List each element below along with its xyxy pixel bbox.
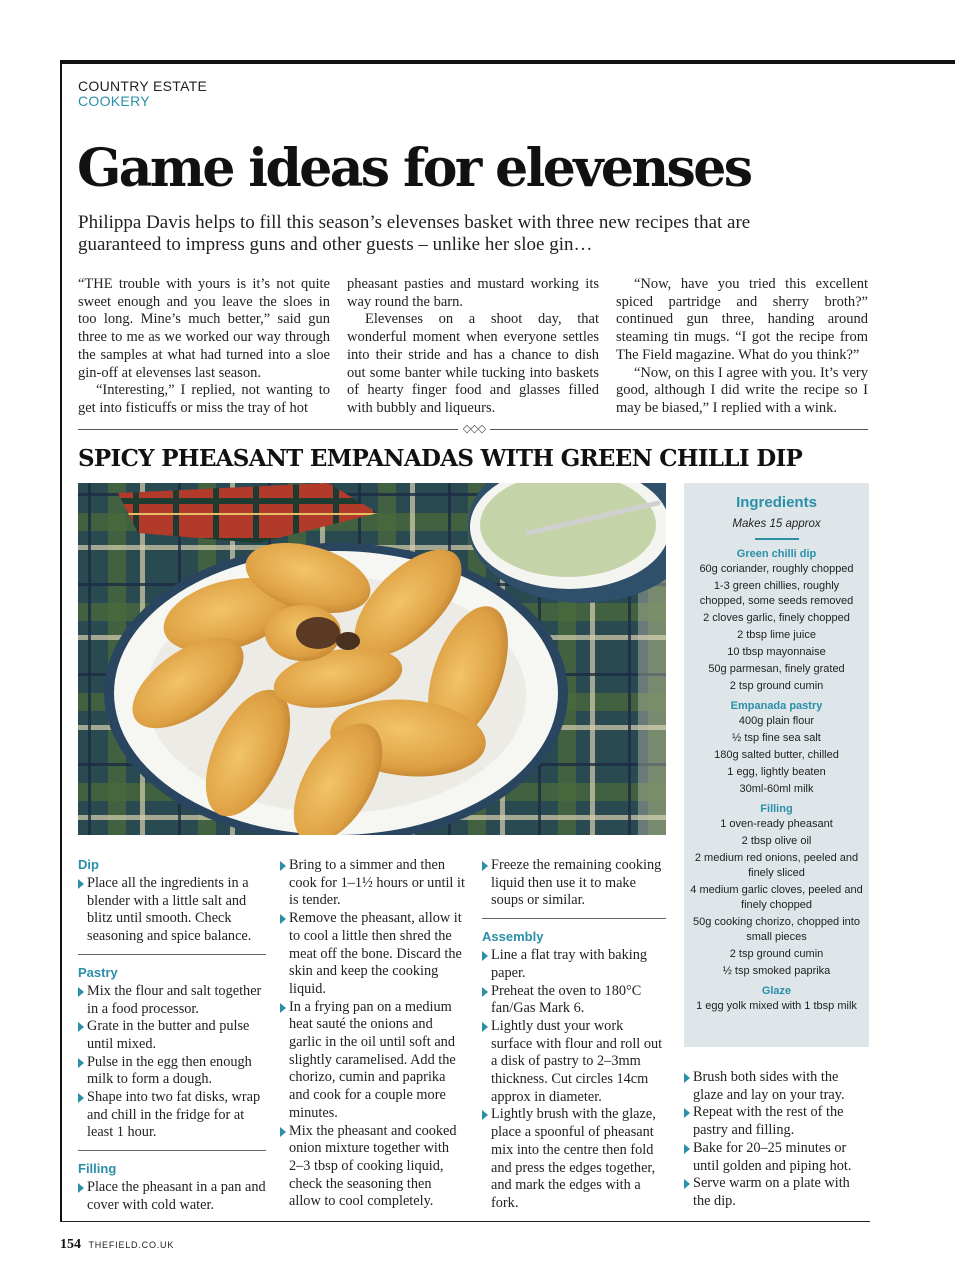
ingredient-item: ½ tsp fine sea salt (732, 732, 821, 744)
bullet-triangle-icon (280, 914, 286, 924)
bullet-triangle-icon (280, 1003, 286, 1013)
recipe-title: SPICY PHEASANT EMPANADAS WITH GREEN CHILLI DIP (78, 445, 803, 472)
ingredient-item: 50g parmesan, finely grated (708, 663, 845, 675)
yield-note: Makes 15 approx (732, 518, 821, 530)
method-column-3 (482, 857, 666, 1213)
method-rule (78, 1150, 266, 1151)
method-step: In a frying pan on a medium heat sauté the onions and garlic in the oil until soft and slightly caramelised. Add the chorizo, cumin and paprika and cook for a couple more minutes. (280, 999, 466, 1123)
method-step: Serve warm on a plate with the dip. (684, 1175, 870, 1210)
bullet-triangle-icon (482, 1022, 488, 1032)
ingredient-item: 2 cloves garlic, finely chopped (703, 612, 850, 624)
ingredient-group-heading: Glaze (761, 985, 792, 997)
ingredient-item: 4 medium garlic cloves, peeled and finely chopped (690, 884, 863, 911)
method-step: Brush both sides with the glaze and lay on your tray. (684, 1069, 870, 1104)
ingredient-item: 1 egg, lightly beaten (727, 766, 826, 778)
empanadas-photo-illustration (78, 483, 666, 835)
section-kicker (78, 79, 207, 109)
ingredient-item: 2 tsp ground cumin (729, 680, 824, 692)
method-step: Pulse in the egg then enough milk to form a dough. (78, 1054, 266, 1089)
ingredient-item: 2 tsp ground cumin (729, 948, 824, 960)
method-step: Bake for 20–25 minutes or until golden and piping hot. (684, 1140, 870, 1175)
ingredient-item: 400g plain flour (738, 715, 815, 727)
subsection-label: COOKERY (78, 93, 150, 109)
method-column-1 (78, 857, 266, 1215)
method-rule (482, 918, 666, 919)
method-step: Lightly dust your work surface with flour and roll out a disk of pastry to 2–3mm thickness. Cut circles 14cm approx in diameter. (482, 1018, 666, 1107)
bullet-triangle-icon (78, 987, 84, 997)
section-label: COUNTRY ESTATE (78, 78, 208, 94)
bullet-triangle-icon (78, 1183, 84, 1193)
method-rule (78, 954, 266, 955)
ingredient-group-heading: Green chilli dip (736, 548, 817, 560)
method-step: Bring to a simmer and then cook for 1–1½ hours or until it is tender. (280, 857, 466, 910)
left-rule (60, 60, 62, 1222)
method-step: Repeat with the rest of the pastry and filling. (684, 1104, 870, 1139)
bullet-triangle-icon (78, 1093, 84, 1103)
bullet-triangle-icon (280, 1127, 286, 1137)
intro-column-2 (347, 276, 599, 418)
ingredient-item: 1 oven-ready pheasant (720, 818, 833, 830)
page-footer (60, 1235, 174, 1253)
method-step: Freeze the remaining cooking liquid then use it to make soups or similar. (482, 857, 666, 910)
method-step: Line a flat tray with baking paper. (482, 947, 666, 982)
ingredient-group-heading: Filling (760, 803, 793, 815)
method-subheading: Pastry (78, 964, 118, 980)
ingredient-item: 50g cooking chorizo, chopped into small pieces (693, 916, 860, 943)
method-step: Lightly brush with the glaze, place a spoonful of pheasant mix into the centre then fold and press the edges together, and mark the edges with a fork. (482, 1106, 666, 1212)
method-subheading: Dip (78, 857, 99, 872)
intro-column-3 (616, 276, 868, 418)
bullet-triangle-icon (684, 1179, 690, 1189)
ingredient-item: 2 tbsp lime juice (737, 629, 816, 641)
intro-column-1 (78, 276, 330, 418)
intro-paragraph: “Interesting,” I replied, not wanting to get into fisticuffs or miss the tray of hot (78, 382, 330, 416)
method-subheading: Filling (78, 1161, 117, 1177)
method-column-4 (684, 1069, 870, 1211)
method-step: Mix the flour and salt together in a food processor. (78, 983, 266, 1018)
bullet-triangle-icon (684, 1108, 690, 1118)
ingredient-item: 2 medium red onions, peeled and finely sliced (694, 852, 859, 879)
method-subheading: Assembly (482, 929, 544, 945)
intro-paragraph: “Now, on this I agree with you. It’s very good, although I did write the recipe so I may be biased,” I replied with a wink. (616, 364, 868, 416)
intro-paragraph: Elevenses on a shoot day, that wonderful moment when everyone settles into their stride and has a chance to dish out some banter while tucking into baskets of hearty finger food and glasses filled with bubbly and liqueurs. (347, 311, 599, 416)
ingredient-group-heading: Empanada pastry (730, 700, 823, 712)
site-url: THEFIELD.CO.UK (88, 1240, 175, 1250)
ingredient-item: 60g coriander, roughly chopped (699, 563, 854, 575)
ingredient-item: 1 egg yolk mixed with 1 tbsp milk (696, 1000, 857, 1012)
divider-ornament: ◇◇◇ (458, 423, 490, 435)
bullet-triangle-icon (482, 861, 488, 871)
bullet-triangle-icon (684, 1073, 690, 1083)
bullet-triangle-icon (78, 879, 84, 889)
ingredient-item: ½ tsp smoked paprika (722, 965, 831, 977)
bullet-triangle-icon (280, 861, 286, 871)
standfirst: Philippa Davis helps to fill this season’s elevenses basket with three new recipes that are guaranteed to impress guns and other guests – unlike her sloe gin… (78, 212, 751, 255)
intro-paragraph: “Now, have you tried this excellent spiced partridge and sherry broth?” continued gun three, handing around steaming tin mugs. “I got the recipe from The Field magazine. What do you think?” (616, 276, 868, 363)
intro-paragraph: pheasant pasties and mustard working its way round the barn. (347, 276, 599, 310)
recipe-photo (78, 483, 666, 835)
ingredients-box (684, 483, 869, 1047)
method-step: Place the pheasant in a pan and cover with cold water. (78, 1179, 266, 1214)
bullet-triangle-icon (684, 1144, 690, 1154)
bullet-triangle-icon (78, 1022, 84, 1032)
bullet-triangle-icon (482, 987, 488, 997)
ingredient-item: 2 tbsp olive oil (741, 835, 812, 847)
ingredient-item: 30ml-60ml milk (739, 783, 814, 795)
method-step: Grate in the butter and pulse until mixed. (78, 1018, 266, 1053)
method-step: Shape into two fat disks, wrap and chill in the fridge for at least 1 hour. (78, 1089, 266, 1142)
ingredient-item: 180g salted butter, chilled (714, 749, 839, 761)
ingredient-item: 10 tbsp mayonnaise (727, 646, 826, 658)
bullet-triangle-icon (78, 1058, 84, 1068)
method-step: Mix the pheasant and cooked onion mixture together with 2–3 tbsp of cooking liquid, check the seasoning then allow to cool completely. (280, 1123, 466, 1212)
bottom-rule (60, 1221, 870, 1222)
intro-paragraph: “THE trouble with yours is it’s not quite sweet enough and you leave the sloes in too long. Mine’s much better,” said gun three to me as we worked our way through the samples at what had turned into a sloe gin-off at elevenses last season. (78, 276, 330, 381)
method-step: Remove the pheasant, allow it to cool a little then shred the meat off the bone. Discard the skin and keep the cooking liquid. (280, 910, 466, 999)
top-rule (60, 60, 955, 64)
bullet-triangle-icon (482, 1110, 488, 1120)
page-number: 154 (60, 1237, 81, 1252)
article-title: Game ideas for elevenses (77, 138, 751, 199)
ingredient-item: 1-3 green chillies, roughly chopped, some seeds removed (699, 580, 854, 607)
method-step: Place all the ingredients in a blender with a little salt and blitz until smooth. Check seasoning and spice balance. (78, 875, 266, 946)
method-column-2 (280, 857, 466, 1211)
heading-rule (755, 538, 799, 540)
bullet-triangle-icon (482, 951, 488, 961)
ingredients-heading: Ingredients (736, 494, 817, 511)
method-step: Preheat the oven to 180°C fan/Gas Mark 6. (482, 983, 666, 1018)
